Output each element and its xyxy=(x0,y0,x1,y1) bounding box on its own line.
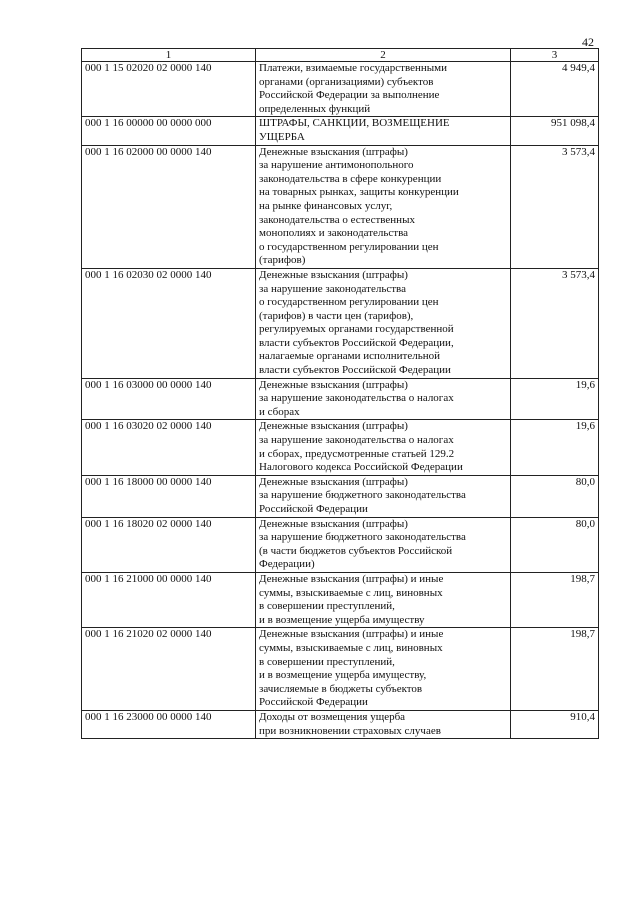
page-number: 42 xyxy=(582,35,594,49)
amount-cell: 3 573,4 xyxy=(511,145,599,268)
amount-cell: 19,6 xyxy=(511,378,599,420)
column-header-amount: 3 xyxy=(511,49,599,62)
budget-code-cell: 000 1 16 18020 02 0000 140 xyxy=(82,517,256,572)
amount-cell: 80,0 xyxy=(511,517,599,572)
table-row xyxy=(82,268,599,378)
amount-cell: 4 949,4 xyxy=(511,62,599,117)
table-row xyxy=(82,145,599,268)
amount-cell: 198,7 xyxy=(511,628,599,711)
revenue-name-cell: Денежные взыскания (штрафы) за нарушение законодательства о государственном регулировании цен (тарифов) в части цен (тарифов), регулируемых органами государственной власти субъектов Российской Федерации, налагаемые органами исполнительной власти субъектов Российской Федерации xyxy=(256,268,511,378)
budget-code-cell: 000 1 16 00000 00 0000 000 xyxy=(82,117,256,145)
budget-code-cell: 000 1 16 21000 00 0000 140 xyxy=(82,572,256,627)
amount-cell: 80,0 xyxy=(511,475,599,517)
revenue-name-cell: Доходы от возмещения ущерба при возникновении страховых случаев xyxy=(256,710,511,738)
budget-code-cell: 000 1 16 21020 02 0000 140 xyxy=(82,628,256,711)
table-row xyxy=(82,572,599,627)
table-row xyxy=(82,378,599,420)
table-row xyxy=(82,475,599,517)
budget-code-cell: 000 1 16 02030 02 0000 140 xyxy=(82,268,256,378)
amount-cell: 19,6 xyxy=(511,420,599,475)
amount-cell: 3 573,4 xyxy=(511,268,599,378)
amount-cell: 198,7 xyxy=(511,572,599,627)
budget-code-cell: 000 1 16 02000 00 0000 140 xyxy=(82,145,256,268)
revenue-name-cell: ШТРАФЫ, САНКЦИИ, ВОЗМЕЩЕНИЕ УЩЕРБА xyxy=(256,117,511,145)
revenue-name-cell: Денежные взыскания (штрафы) за нарушение бюджетного законодательства (в части бюджетов субъектов Российской Федерации) xyxy=(256,517,511,572)
revenue-name-cell: Денежные взыскания (штрафы) за нарушение законодательства о налогах и сборах, предусмотренные статьей 129.2 Налогового кодекса Российской Федерации xyxy=(256,420,511,475)
revenue-name-cell: Денежные взыскания (штрафы) за нарушение антимонопольного законодательства в сфере конкуренции на товарных рынках, защиты конкуренции на рынке финансовых услуг, законодательства о естественных монополиях и законодательства о государственном регулировании цен (тарифов) xyxy=(256,145,511,268)
table-row xyxy=(82,628,599,711)
table-row xyxy=(82,420,599,475)
table-row xyxy=(82,710,599,738)
budget-code-cell: 000 1 16 03000 00 0000 140 xyxy=(82,378,256,420)
revenue-name-cell: Денежные взыскания (штрафы) и иные суммы, взыскиваемые с лиц, виновных в совершении преступлений, и в возмещение ущерба имуществу xyxy=(256,572,511,627)
table-header-row xyxy=(82,49,599,62)
column-header-code: 1 xyxy=(82,49,256,62)
column-header-name: 2 xyxy=(256,49,511,62)
revenue-name-cell: Денежные взыскания (штрафы) за нарушение законодательства о налогах и сборах xyxy=(256,378,511,420)
revenue-name-cell: Денежные взыскания (штрафы) за нарушение бюджетного законодательства Российской Федерации xyxy=(256,475,511,517)
table-row xyxy=(82,117,599,145)
table-row xyxy=(82,62,599,117)
budget-code-cell: 000 1 16 18000 00 0000 140 xyxy=(82,475,256,517)
amount-cell: 951 098,4 xyxy=(511,117,599,145)
table-row xyxy=(82,517,599,572)
budget-code-cell: 000 1 16 03020 02 0000 140 xyxy=(82,420,256,475)
budget-code-cell: 000 1 15 02020 02 0000 140 xyxy=(82,62,256,117)
revenue-name-cell: Денежные взыскания (штрафы) и иные суммы, взыскиваемые с лиц, виновных в совершении преступлений, и в возмещение ущерба имуществу, зачисляемые в бюджеты субъектов Российской Федерации xyxy=(256,628,511,711)
budget-revenue-table xyxy=(81,48,599,739)
amount-cell: 910,4 xyxy=(511,710,599,738)
revenue-name-cell: Платежи, взимаемые государственными органами (организациями) субъектов Российской Федерации за выполнение определенных функций xyxy=(256,62,511,117)
budget-code-cell: 000 1 16 23000 00 0000 140 xyxy=(82,710,256,738)
